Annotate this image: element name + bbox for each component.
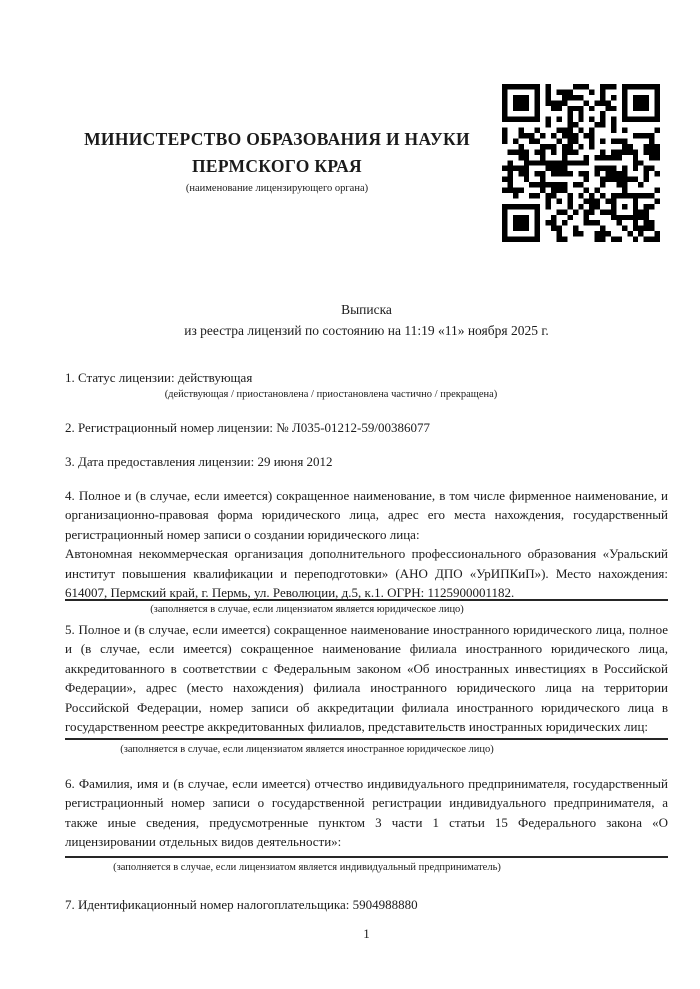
title-line2: из реестра лицензий по состоянию на 11:19 «11» ноября 2025 г. [184,322,549,338]
page-number: 1 [363,926,370,941]
title-line1: Выписка [341,302,392,317]
item-4-value: Автономная некоммерческая организация дополнительного профессионального образования «Уральский институт повышения квалификации и переподготовки» (АНО ДПО «УрИПКиП»). Место нахождения: 614007, Пермский край, г. Пермь, ул. Революции, д.5, к.1. ОГРН: 1125900001182. [65,546,668,601]
item-4-legal-entity [65,486,668,602]
item-3-license-date: 3. Дата предоставления лицензии: 29 июня 2012 [65,454,333,469]
item-2-registration-number: 2. Регистрационный номер лицензии: № Л035-01212-59/00386077 [65,420,431,435]
licensing-authority-caption: (наименование лицензирующего органа) [185,183,369,194]
item-4-caption: (заполняется в случае, если лицензиатом является юридическое лицо) [150,604,464,615]
item-1-license-status: 1. Статус лицензии: действующая [65,370,253,385]
qr-code [502,84,660,242]
item-5-caption: (заполняется в случае, если лицензиатом является иностранное юридическое лицо) [120,744,494,755]
item-7-taxpayer-number: 7. Идентификационный номер налогоплательщика: 5904988880 [65,897,418,912]
item-4-underline [65,599,668,601]
item-4-label: 4. Полное и (в случае, если имеется) сокращенное наименование, в том числе фирменное наименование, и организационно-правовая форма юридического лица, адрес его места нахождения, государственный регистрационный номер записи о создании юридического лица: [65,488,668,542]
licensing-authority-header [65,126,489,195]
ministry-name-line1: МИНИСТЕРСТВО ОБРАЗОВАНИЯ И НАУКИ [84,129,470,149]
item-6-individual-entrepreneur: 6. Фамилия, имя и (в случае, если имеется) отчество индивидуального предпринимателя, государственный регистрационный номер записи о государственной регистрации индивидуального предпринимателя, а также иные сведения, предусмотренные пунктом 3 части 1 статьи 15 Федерального закона «О лицензировании отдельных видов деятельности»: [65,776,668,850]
item-5-foreign-entity: 5. Полное и (в случае, если имеется) сокращенное наименование иностранного юридического лица, полное и (в случае, если имеется) сокращенное наименование филиала иностранного юридического лица, аккредитованного в соответствии с Федеральным законом «Об иностранных инвестициях в Российской Федерации», адрес (место нахождения) филиала иностранного юридического лица на территории Российской Федерации, номер записи об аккредитации филиала иностранного юридического лица в государственном реестре аккредитованных филиалов, представительств иностранных юридических лиц: [65,622,668,735]
item-6-underline [65,856,668,858]
item-5-underline [65,738,668,740]
document-title [65,300,668,341]
item-6-caption: (заполняется в случае, если лицензиатом является индивидуальный предприниматель) [113,862,501,873]
ministry-name-line2: ПЕРМСКОГО КРАЯ [192,156,362,176]
item-1-caption: (действующая / приостановлена / приостановлена частично / прекращена) [164,389,498,400]
